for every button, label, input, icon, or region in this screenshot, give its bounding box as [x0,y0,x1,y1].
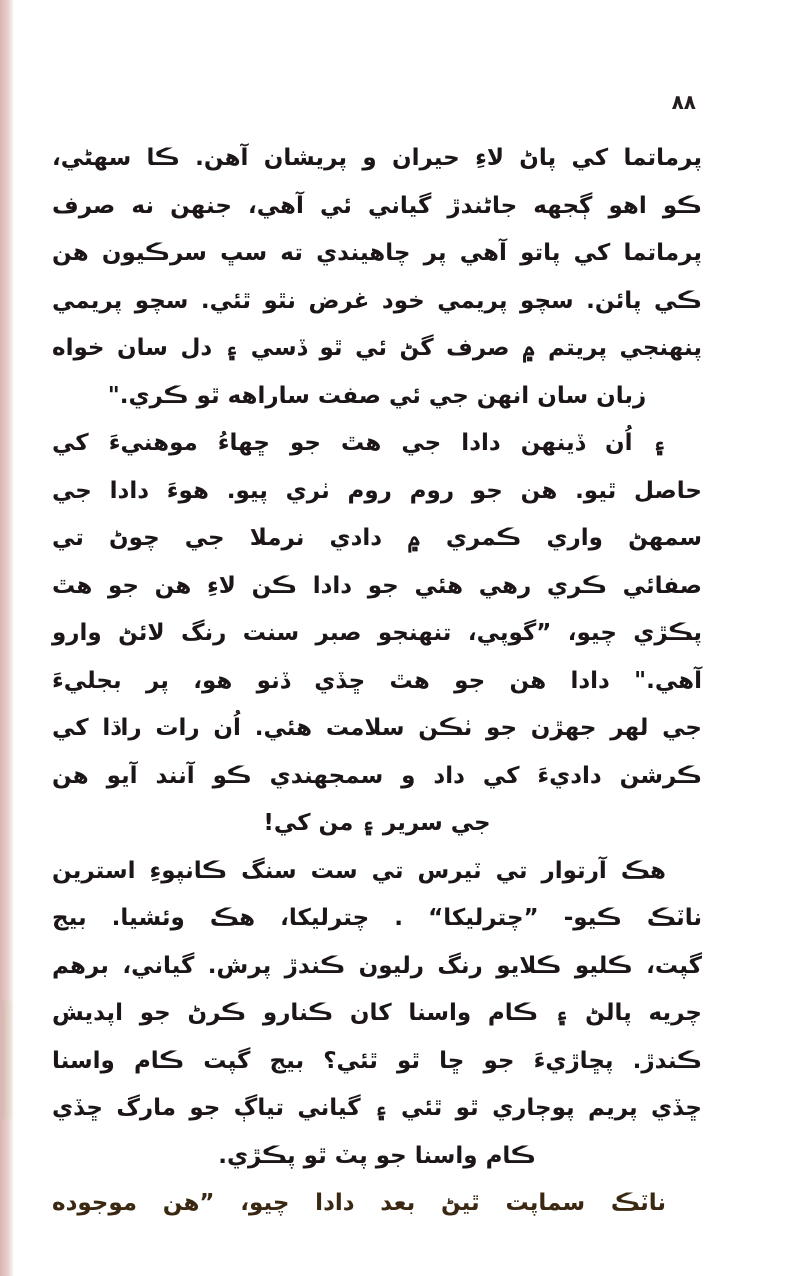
text-line: ڪرشن دادي‌ءَ کي داد و سمجهندي ڪو آنند آيو هن [52,762,702,789]
text-line: ڪندڙ. پڇاڙيءَ جو ڇا ٿو ٿئي؟ بيج گپت ڪام واسنا [52,1047,702,1074]
text-line: زبان سان انهن جي ئي صفت ساراهه ٿو ڪري." [107,382,647,409]
page-edge-stain [2,1000,12,1120]
text-line: سمهڻ واري ڪمري ۾ دادي نرملا جي چوڻ تي [52,525,702,551]
text-line: جي سرير ۽ من کي! [263,810,491,836]
text-line: صفائي ڪري رهي هئي جو دادا ڪن لاءِ هن جو هٿ [52,572,702,599]
text-line: ناٽڪ ڪيو- ”چترليکا“ . چترليکا، هڪ وئشيا. بيج [52,905,702,931]
text-line: ڪام واسنا جو پٽ ٿو پڪڙي. [218,1142,536,1169]
paragraph-start-line: ناٽڪ سماپت ٿيڻ بعد دادا چيو، ”هن موجوده [52,1190,666,1216]
text-line: پنهنجي پريتم ۾ صرف گڻ ئي ٿو ڏسي ۽ دل سان خواه [52,335,702,361]
page-number: ٨٨ [671,90,696,114]
paragraph-start-line: هڪ آرتوار تي ٽيرس تي ست سنگ ڪانپوءِ استرين [52,857,666,884]
text-line: پڪڙي چيو، ”گوپي، تنهنجو صبر سنت رنگ لائڻ وارو [52,620,702,646]
text-line: ڇڏي پريم پوڄاري ٿو ٿئي ۽ گياني تياڳ جو مارگ ڇڏي [52,1095,702,1121]
text-line: ڪي پائن. سچو پريمي خود غرض نٿو ٿئي. سچو پريمي [52,287,702,314]
body-text [52,135,702,1228]
text-line: آهي." دادا هن جو هٿ ڇڏي ڏنو هو، پر بجليءَ [52,667,702,694]
text-line: پرماتما کي پاتو آهي پر چاهيندي ته سڀ سرڪيون هن [52,240,702,266]
text-line: پرماتما کي پاڻ لاءِ حيران و پريشان آهن. ڪا سهڻي، [52,145,702,171]
text-line: گپت، ڪليو ڪلايو رنگ رليون ڪندڙ پرش. گياني، برهم [52,952,702,979]
text-line: جي لهر جهڙن جو ٺڪن سلامت هئي. اُن رات راڌا کي [52,715,702,741]
text-line: حاصل ٿيو. هن جو روم روم ٺري پيو. هوءَ دادا جي [52,477,702,504]
text-line: چريه پالڻ ۽ ڪام واسنا کان ڪنارو ڪرڻ جو اپديش [52,1000,702,1026]
paragraph-start-line: ۽ اُن ڏينهن دادا جي هٿ جو ڇهاءُ موهنيءَ کي [52,430,666,456]
text-line: ڪو اهو ڳجهه جاڻندڙ گياني ئي آهي، جنهن نه صرف [52,192,702,219]
